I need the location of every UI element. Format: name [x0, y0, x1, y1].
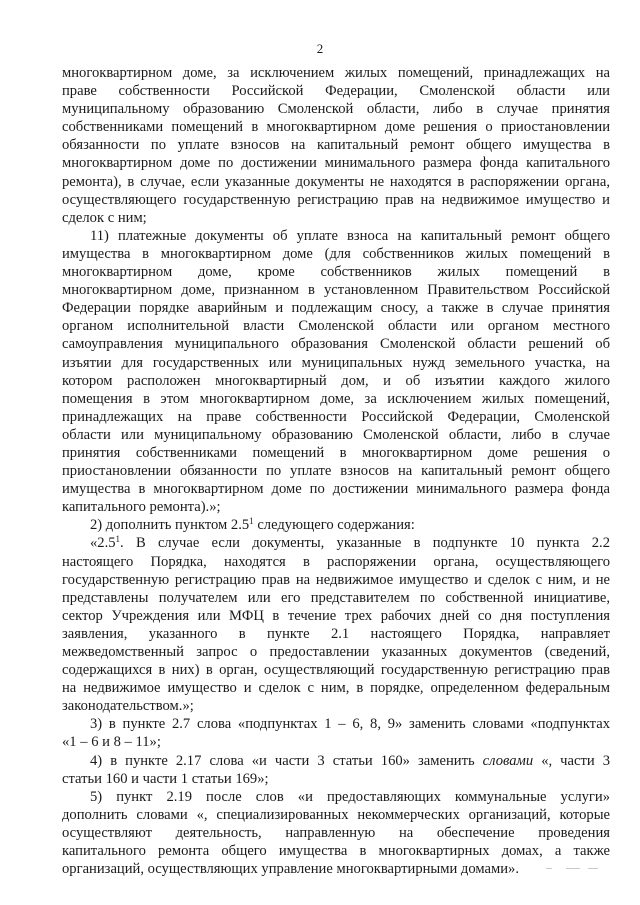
continuation-line: муниципальному образованию Смоленской области, либо в случае принятия: [62, 101, 610, 118]
item-11-line: самоуправления муниципального образования Смоленской области решений об: [62, 336, 610, 353]
item-3-line: 3) в пункте 2.7 слова «подпунктах 1 – 6, 8, 9» заменить словами «подпунктах: [90, 716, 610, 733]
document-body: [62, 64, 610, 878]
item-2-sup: 1: [249, 516, 254, 527]
item-2-suffix: следующего содержания:: [253, 517, 415, 534]
item-11-paragraph: [62, 227, 610, 517]
scan-speck: [546, 868, 552, 869]
item-11-line: котором расположен многоквартирный дом, и об изъятии каждого жилого: [62, 372, 610, 389]
item-11-line: органом исполнительной власти Смоленской области или органом местного: [62, 318, 610, 335]
item-11-line: имущества в многоквартирном доме (для собственников жилых помещений в: [62, 245, 610, 262]
item-4-paragraph: [62, 752, 610, 788]
item-2-prefix: 2) дополнить пунктом 2.5: [90, 517, 250, 534]
clause-2-5-1-line: представлены получателем или его представителем по собственной инициативе,: [62, 589, 610, 606]
item-5-line: 5) пункт 2.19 после слов «и предоставляющих коммунальные услуги»: [90, 788, 610, 805]
item-5-paragraph: [62, 788, 610, 878]
clause-2-5-1-line: законодательством.»;: [62, 698, 194, 715]
item-2-paragraph: [62, 516, 610, 534]
item-11-line: принадлежащих на праве собственности Российской Федерации, Смоленской: [62, 408, 610, 425]
clause-first-rest: . В случае если документы, указанные в подпункте 10 пункта 2.2: [120, 535, 610, 552]
clause-2-5-1-line: государственную регистрацию прав на недвижимое имущество и сделок с ним, и не: [62, 571, 610, 588]
item-11-line: помещения в этом многоквартирном доме, за исключением жилых помещений,: [62, 390, 610, 407]
item-5-line: осуществляют деятельность, направленную на обеспечение проведения: [62, 824, 610, 841]
clause-2-5-1-line: настоящего Порядка, находятся в распоряжении органа, осуществляющего: [62, 553, 610, 570]
item-3-paragraph: [62, 715, 610, 751]
clause-2-5-1-line: сектор Учреждения или МФЦ в течение трех рабочих дней со дня поступления: [62, 607, 610, 624]
item-5-line: организаций, осуществляющих управление многоквартирными домами».: [62, 861, 519, 878]
item-4-italic: словами: [482, 752, 534, 769]
clause-sup: 1: [115, 534, 121, 545]
item-11-line: приостановлении обязанности по уплате взносов на капитальный ремонт общего: [62, 463, 610, 480]
clause-2-5-1-line: заявления, указанного в пункте 2.1 настоящего Порядка, направляет: [62, 625, 610, 642]
continuation-line: собственниками помещений в многоквартирном доме решения о приостановлении: [62, 119, 610, 136]
continuation-line: многоквартирном доме по достижении минимального размера фонда капитального: [62, 155, 610, 172]
item-11-line: 11) платежные документы об уплате взноса на капитальный ремонт общего: [90, 227, 610, 244]
scan-speck: [588, 868, 598, 869]
item-3-line: «1 – 6 и 8 – 11»;: [62, 734, 161, 751]
continuation-line: обязанности по уплате взносов на капитальный ремонт общего имущества в: [62, 137, 610, 154]
item-11-line: многоквартирном доме, признанном в установленном Правительством Российской: [62, 282, 610, 299]
item-11-line: изъятии для государственных или муниципальных нужд земельного участка, на: [62, 354, 610, 371]
item-11-line: Федерации порядке аварийным и подлежащим сносу, а также в случае принятия: [62, 300, 610, 317]
item-11-line: имущества в многоквартирном доме по достижении минимального размера фонда: [62, 481, 610, 498]
item-11-line: многоквартирном доме, кроме собственников жилых помещений в: [62, 264, 610, 281]
continuation-line: сделок с ним;: [62, 209, 147, 226]
item-4-part1: 4) в пункте 2.17 слова «и части 3 статьи 160» заменить: [90, 752, 483, 769]
page-number: 2: [316, 41, 324, 56]
clause-2-5-1-paragraph: [62, 534, 610, 715]
item-11-line: области или муниципальному образованию Смоленской области, либо в случае: [62, 426, 610, 443]
item-4-line2: статьи 160 и части 1 статьи 169»;: [62, 770, 269, 787]
continuation-line: ремонта), в случае, если указанные документы не находятся в распоряжении органа,: [62, 173, 610, 190]
scan-speck: [566, 868, 580, 869]
clause-open: «2.5: [90, 535, 116, 552]
continuation-line: праве собственности Российской Федерации, Смоленской области или: [62, 83, 610, 100]
continuation-paragraph: [62, 64, 610, 227]
item-4-part2: «, части 3: [533, 752, 611, 769]
clause-2-5-1-line: межведомственный запрос о предоставлении указанных документов (сведений,: [62, 644, 610, 660]
continuation-line: осуществляющего государственную регистрацию прав на недвижимое имущество и: [62, 191, 610, 208]
clause-2-5-1-line: на недвижимое имущество и сделок с ним, в порядке, определенном федеральным: [62, 680, 610, 697]
item-11-line: капитального ремонта).»;: [62, 499, 221, 516]
item-5-line: капитального ремонта общего имущества в многоквартирных домах, а также: [62, 843, 610, 860]
item-5-line: дополнить словами «, специализированных некоммерческих организаций, которые: [62, 806, 610, 823]
continuation-line: многоквартирном доме, за исключением жилых помещений, принадлежащих на: [62, 65, 610, 81]
item-11-line: принятия собственниками помещений в многоквартирном доме решения о: [62, 444, 610, 461]
clause-2-5-1-line: содержащихся в них) в орган, осуществляющий государственную регистрацию прав: [62, 662, 610, 679]
